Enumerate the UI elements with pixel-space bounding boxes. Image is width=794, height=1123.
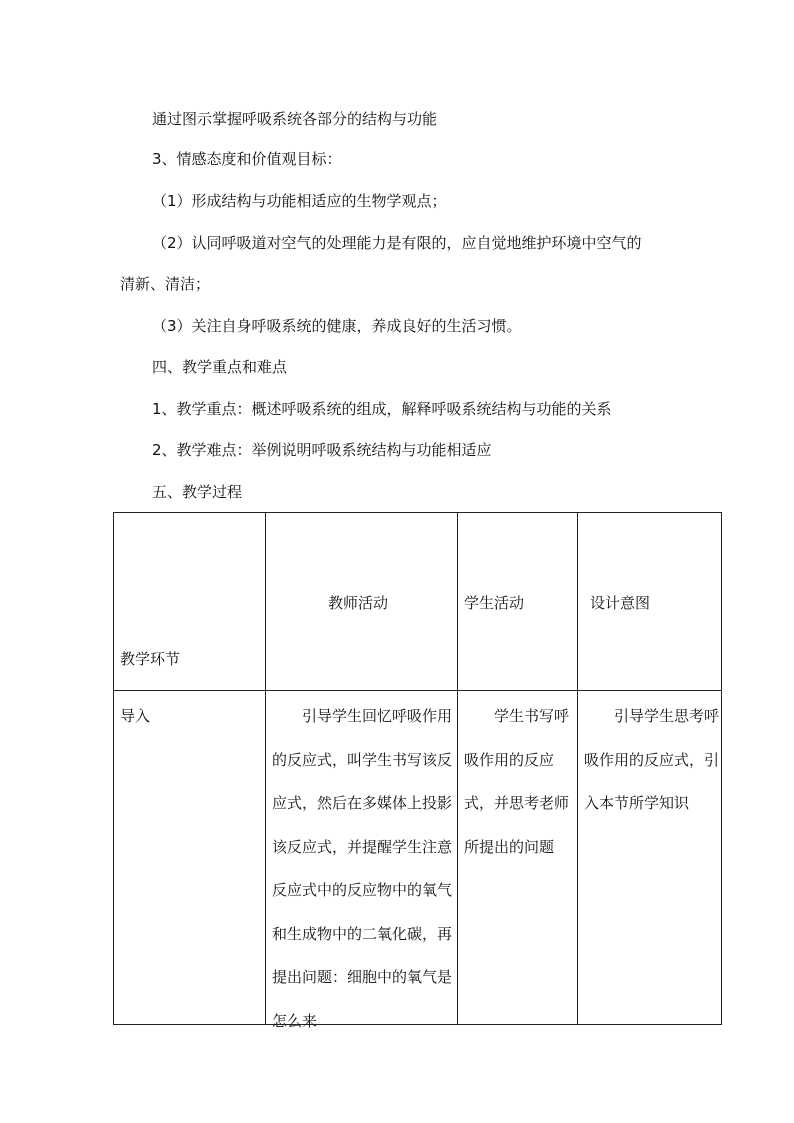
paragraph-goal-2: （2）认同呼吸道对空气的处理能力是有限的，应自觉地维护环境中空气的 [152,234,642,252]
row-cell-student [458,691,578,1025]
paragraph-key-point: 1、教学重点：概述呼吸系统的组成，解释呼吸系统结构与功能的关系 [152,400,612,418]
header-teacher: 教师活动 [328,594,389,612]
table-row [114,691,722,1025]
header-cell-teacher [266,513,458,691]
paragraph-goal-2-cont: 清新、清洁； [120,275,211,293]
table-header-row [114,513,722,691]
teaching-process-table [113,512,722,1030]
header-cell-student [458,513,578,691]
row-stage: 导入 [120,707,151,725]
paragraph-emotion-heading: 3、情感态度和价值观目标： [152,150,342,168]
section-heading-process: 五、教学过程 [152,483,243,501]
paragraph-goal-3: （3）关注自身呼吸系统的健康，养成良好的生活习惯。 [152,317,522,335]
row-cell-stage [114,691,266,1025]
section-heading-key-points: 四、教学重点和难点 [152,358,288,376]
paragraph-difficulty: 2、教学难点：举例说明呼吸系统结构与功能相适应 [152,441,492,459]
row-teacher-activity: 引导学生回忆呼吸作用的反应式，叫学生书写该反应式，然后在多媒体上投影该反应式，并提醒学生注意反应式中的反应物中的氧气和生成物中的二氧化碳，再提出问题：细胞中的氧气是怎么来 [272,707,453,1030]
paragraph-goal-1: （1）形成结构与功能相适应的生物学观点； [152,192,447,210]
row-cell-teacher [266,691,458,1030]
header-student: 学生活动 [464,594,525,612]
header-intent: 设计意图 [590,594,651,612]
row-cell-intent [578,691,722,1025]
row-design-intent: 引导学生思考呼吸作用的反应式，引入本节所学知识 [584,707,720,812]
header-cell-intent [578,513,722,691]
paragraph-skill-goal: 通过图示掌握呼吸系统各部分的结构与功能 [152,110,438,128]
header-cell-stage [114,513,266,691]
row-student-activity: 学生书写呼吸作用的反应式，并思考老师所提出的问题 [464,707,570,856]
header-stage: 教学环节 [120,650,181,668]
